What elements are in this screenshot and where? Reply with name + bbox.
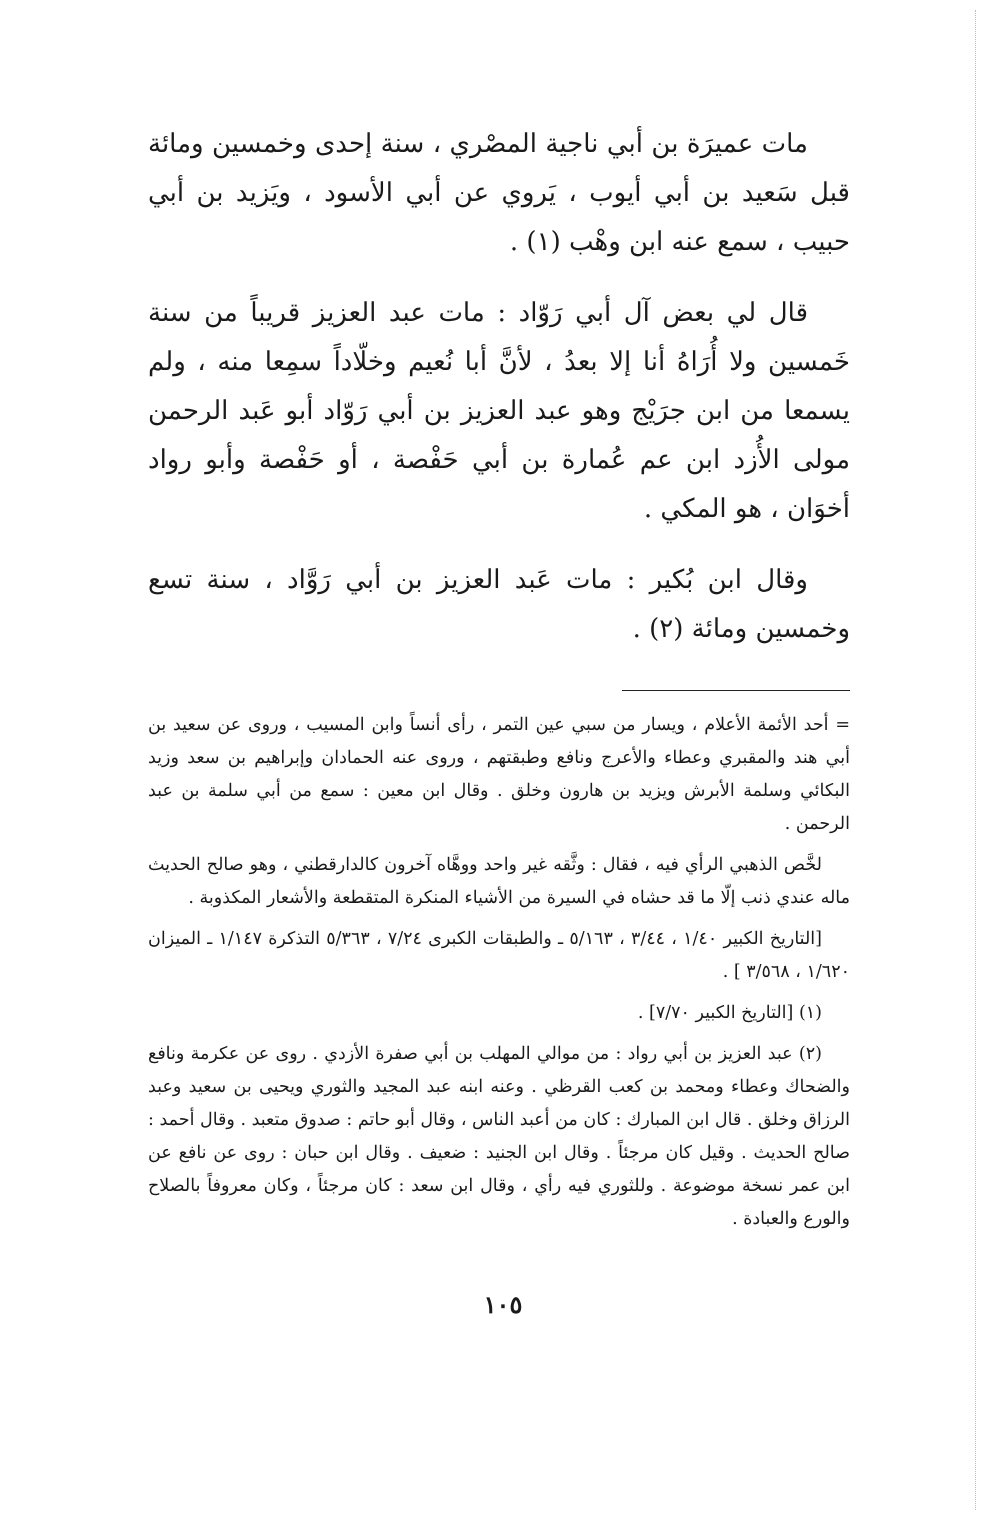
footnote-2: (٢) عبد العزيز بن أبي رواد : من موالي المهلب بن أبي صفرة الأزدي . روى عن عكرمة ونافع والضحاك وعطاء ومحمد بن كعب القرظي . وعنه ابنه عبد المجيد والثوري ويحيى بن سعيد وعبد الرزاق وخلق . قال ابن المبارك : كان من أعبد الناس ، وقال أبو حاتم : صدوق متعبد . وقال أحمد : صالح الحديث . وقيل كان مرجئاً . وقال ابن الجنيد : ضعيف . وقال ابن حبان : روى عن نافع عن ابن عمر نسخة موضوعة . وللثوري فيه رأي ، وقال ابن سعد : كان مرجئاً ، وكان معروفاً بالصلاح والورع والعبادة . [148, 1044, 850, 1229]
margin-dotted-line [975, 10, 976, 1510]
main-paragraph-1 [148, 120, 850, 267]
main-line: سمع عنه ابن وهْب (١) . [509, 227, 768, 257]
page-number: ١٠٥ [483, 1290, 523, 1319]
main-line: من ابن جرَيْج وهو عبد العزيز بن أبي رَوّاد أبو عَبد الرحمن مولى الأُزد [148, 396, 851, 475]
footnote-continuation: = أحد الأئمة الأعلام ، ويسار من سبي عين التمر ، رأى أنساً وابن المسيب ، وروى عن سعيد بن أبي هند والمقبري وعطاء والأعرج ونافع وطبقتهم ، وروى عنه الحمادان وإبراهيم بن سعد وزيد البكائي وسلمة الأبرش ويزيد بن هارون وخلق . وقال ابن معين : سمع من أبي سلمة بن عبد الرحمن . [148, 715, 850, 834]
main-line: قبل سَعيد بن أبي أيوب ، يَروي عن أبي الأسود ، ويَزيد بن أبي حبيب ، [148, 178, 850, 257]
main-line: خَمسين ولا أُرَاهُ أنا إلا بعدُ ، لأنَّ أبا نُعيم وخلّاداً سمِعا منه ، ولم يسمعا [148, 347, 851, 426]
main-paragraph-2 [148, 289, 850, 534]
footnote-summary: لخَّص الذهبي الرأي فيه ، فقال : وثَّقه غير واحد ووهَّاه آخرون كالدارقطني ، وهو صالح الحديث ماله عندي ذنب إلّا ما قد حشاه في السيرة من الأشياء المنكرة المتقطعة والأشعار المكذوبة . [148, 855, 850, 908]
footnote-references: [التاريخ الكبير ١/٤٠ ، ٣/٤٤ ، ٥/١٦٣ ـ والطبقات الكبرى ٧/٢٤ ، ٥/٣٦٣ التذكرة ١/١٤٧ ـ الميزان ١/٦٢٠ ، ٣/٥٦٨ ] . [148, 929, 850, 982]
main-line: ابن عم عُمارة بن أبي حَفْصة ، أو حَفْصة وأبو رواد أخوَان ، هو المكي . [148, 445, 850, 524]
page-body [148, 120, 850, 1244]
main-line: مات عميرَة بن أبي ناجية المصْري ، سنة إحدى وخمسين ومائة [148, 129, 808, 159]
footnotes [148, 709, 850, 1236]
main-line: وخمسين ومائة (٢) . [632, 614, 850, 644]
footnote-1: (١) [التاريخ الكبير ٧/٧٠] . [637, 1003, 822, 1023]
footnote-separator-rule [622, 690, 850, 691]
main-line: قال لي بعض آل أبي رَوّاد : مات عبد العزيز قريباً من سنة [148, 298, 808, 328]
main-text [148, 120, 850, 654]
main-paragraph-3 [148, 556, 850, 654]
main-line: وقال ابن بُكير : مات عَبد العزيز بن أبي رَوَّاد ، سنة تسع [148, 565, 808, 595]
